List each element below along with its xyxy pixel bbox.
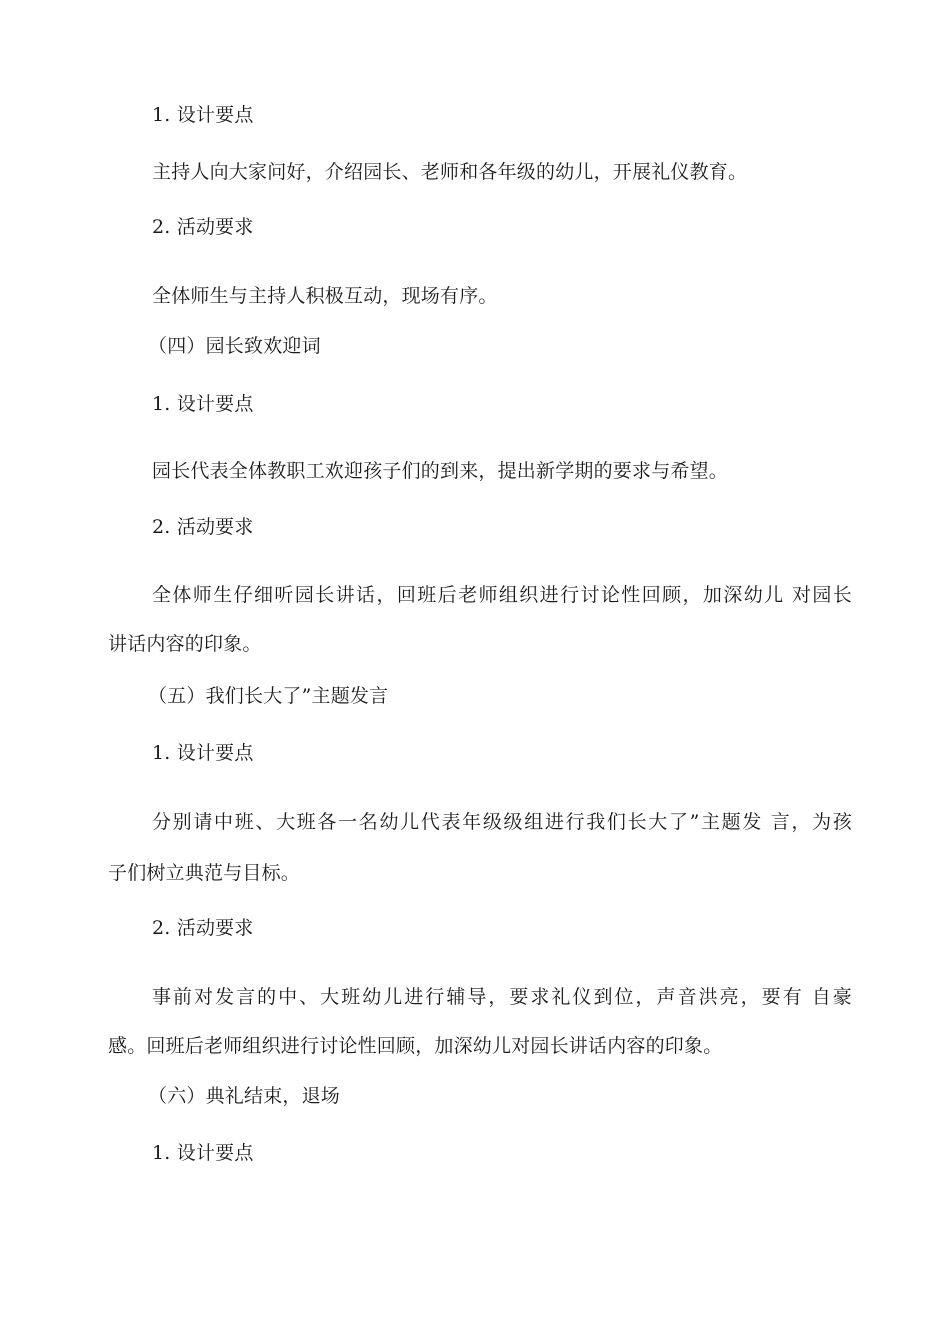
item-heading-activity-requirements: 2. 活动要求: [152, 917, 254, 939]
section-heading-four: （四）园长致欢迎词: [148, 335, 321, 357]
section-heading-six: （六）典礼结束，退场: [148, 1085, 341, 1107]
paragraph-listen-line-2: 讲话内容的印象。: [108, 633, 262, 655]
item-heading-activity-requirements: 2. 活动要求: [152, 216, 254, 238]
item-heading-activity-requirements: 2. 活动要求: [152, 516, 254, 538]
item-heading-design-points: 1. 设计要点: [152, 104, 254, 126]
paragraph-host-intro: 主持人向大家问好，介绍园长、老师和各年级的幼儿，开展礼仪教育。: [152, 161, 748, 183]
paragraph-listen-line-1: 全体师生仔细听园长讲话，回班后老师组织进行讨论性回顾，加深幼儿 对园长: [152, 584, 852, 606]
paragraph-speech-line-2: 子们树立典范与目标。: [108, 862, 301, 884]
item-heading-design-points: 1. 设计要点: [152, 393, 254, 415]
paragraph-coaching-line-2: 感。回班后老师组织进行讨论性回顾，加深幼儿对园长讲话内容的印象。: [108, 1035, 723, 1057]
paragraph-interaction: 全体师生与主持人积极互动，现场有序。: [152, 285, 498, 307]
item-heading-design-points: 1. 设计要点: [152, 1142, 254, 1164]
paragraph-speech-line-1: 分别请中班、大班各一名幼儿代表年级级组进行我们长大了”主题发 言，为孩: [152, 811, 852, 833]
section-heading-five: （五）我们长大了”主题发言: [148, 685, 389, 707]
item-heading-design-points: 1. 设计要点: [152, 742, 254, 764]
paragraph-welcome-speech: 园长代表全体教职工欢迎孩子们的到来，提出新学期的要求与希望。: [152, 460, 729, 482]
paragraph-coaching-line-1: 事前对发言的中、大班幼儿进行辅导，要求礼仪到位，声音洪亮，要有 自豪: [152, 986, 852, 1008]
